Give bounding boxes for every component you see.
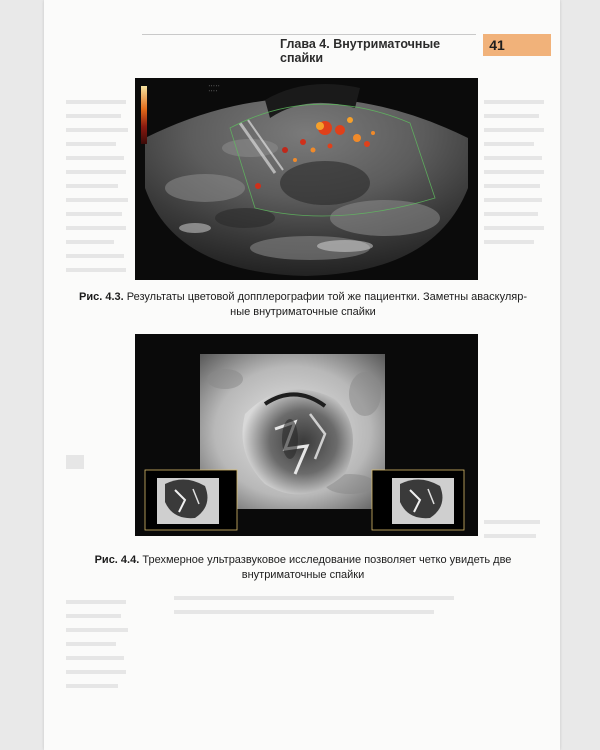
- page-number: 41: [489, 37, 505, 53]
- book-page: [44, 0, 560, 750]
- figure-4-3-caption-line2: ные внутриматочные спайки: [230, 306, 376, 318]
- header-rule: [142, 34, 476, 35]
- figure-4-4-caption: [64, 553, 542, 583]
- figure-4-4-3d-ultrasound: [135, 334, 478, 536]
- scanner-readout: ·····: [208, 85, 221, 89]
- scanner-readout: ····: [208, 90, 218, 94]
- figure-4-3-caption-line1: Результаты цветовой допплерографии той же пациентки. Заметны аваскуляр-: [126, 291, 527, 303]
- figure-4-4-caption-line2: внутриматочные спайки: [241, 569, 365, 581]
- figure-4-3-label: Рис. 4.3.: [79, 291, 124, 303]
- figure-4-3-doppler-ultrasound: [135, 78, 478, 280]
- chapter-title: Глава 4. Внутриматочные спайки: [280, 37, 441, 65]
- doppler-ultrasound-image: [135, 78, 478, 280]
- 3d-ultrasound-image: [135, 334, 478, 536]
- figure-4-4-label: Рис. 4.4.: [94, 554, 140, 566]
- figure-4-3-caption: [64, 290, 542, 320]
- figure-4-4-caption-line1: Трехмерное ультразвуковое исследование позволяет четко увидеть две: [142, 554, 512, 566]
- page-number-badge: [483, 34, 551, 56]
